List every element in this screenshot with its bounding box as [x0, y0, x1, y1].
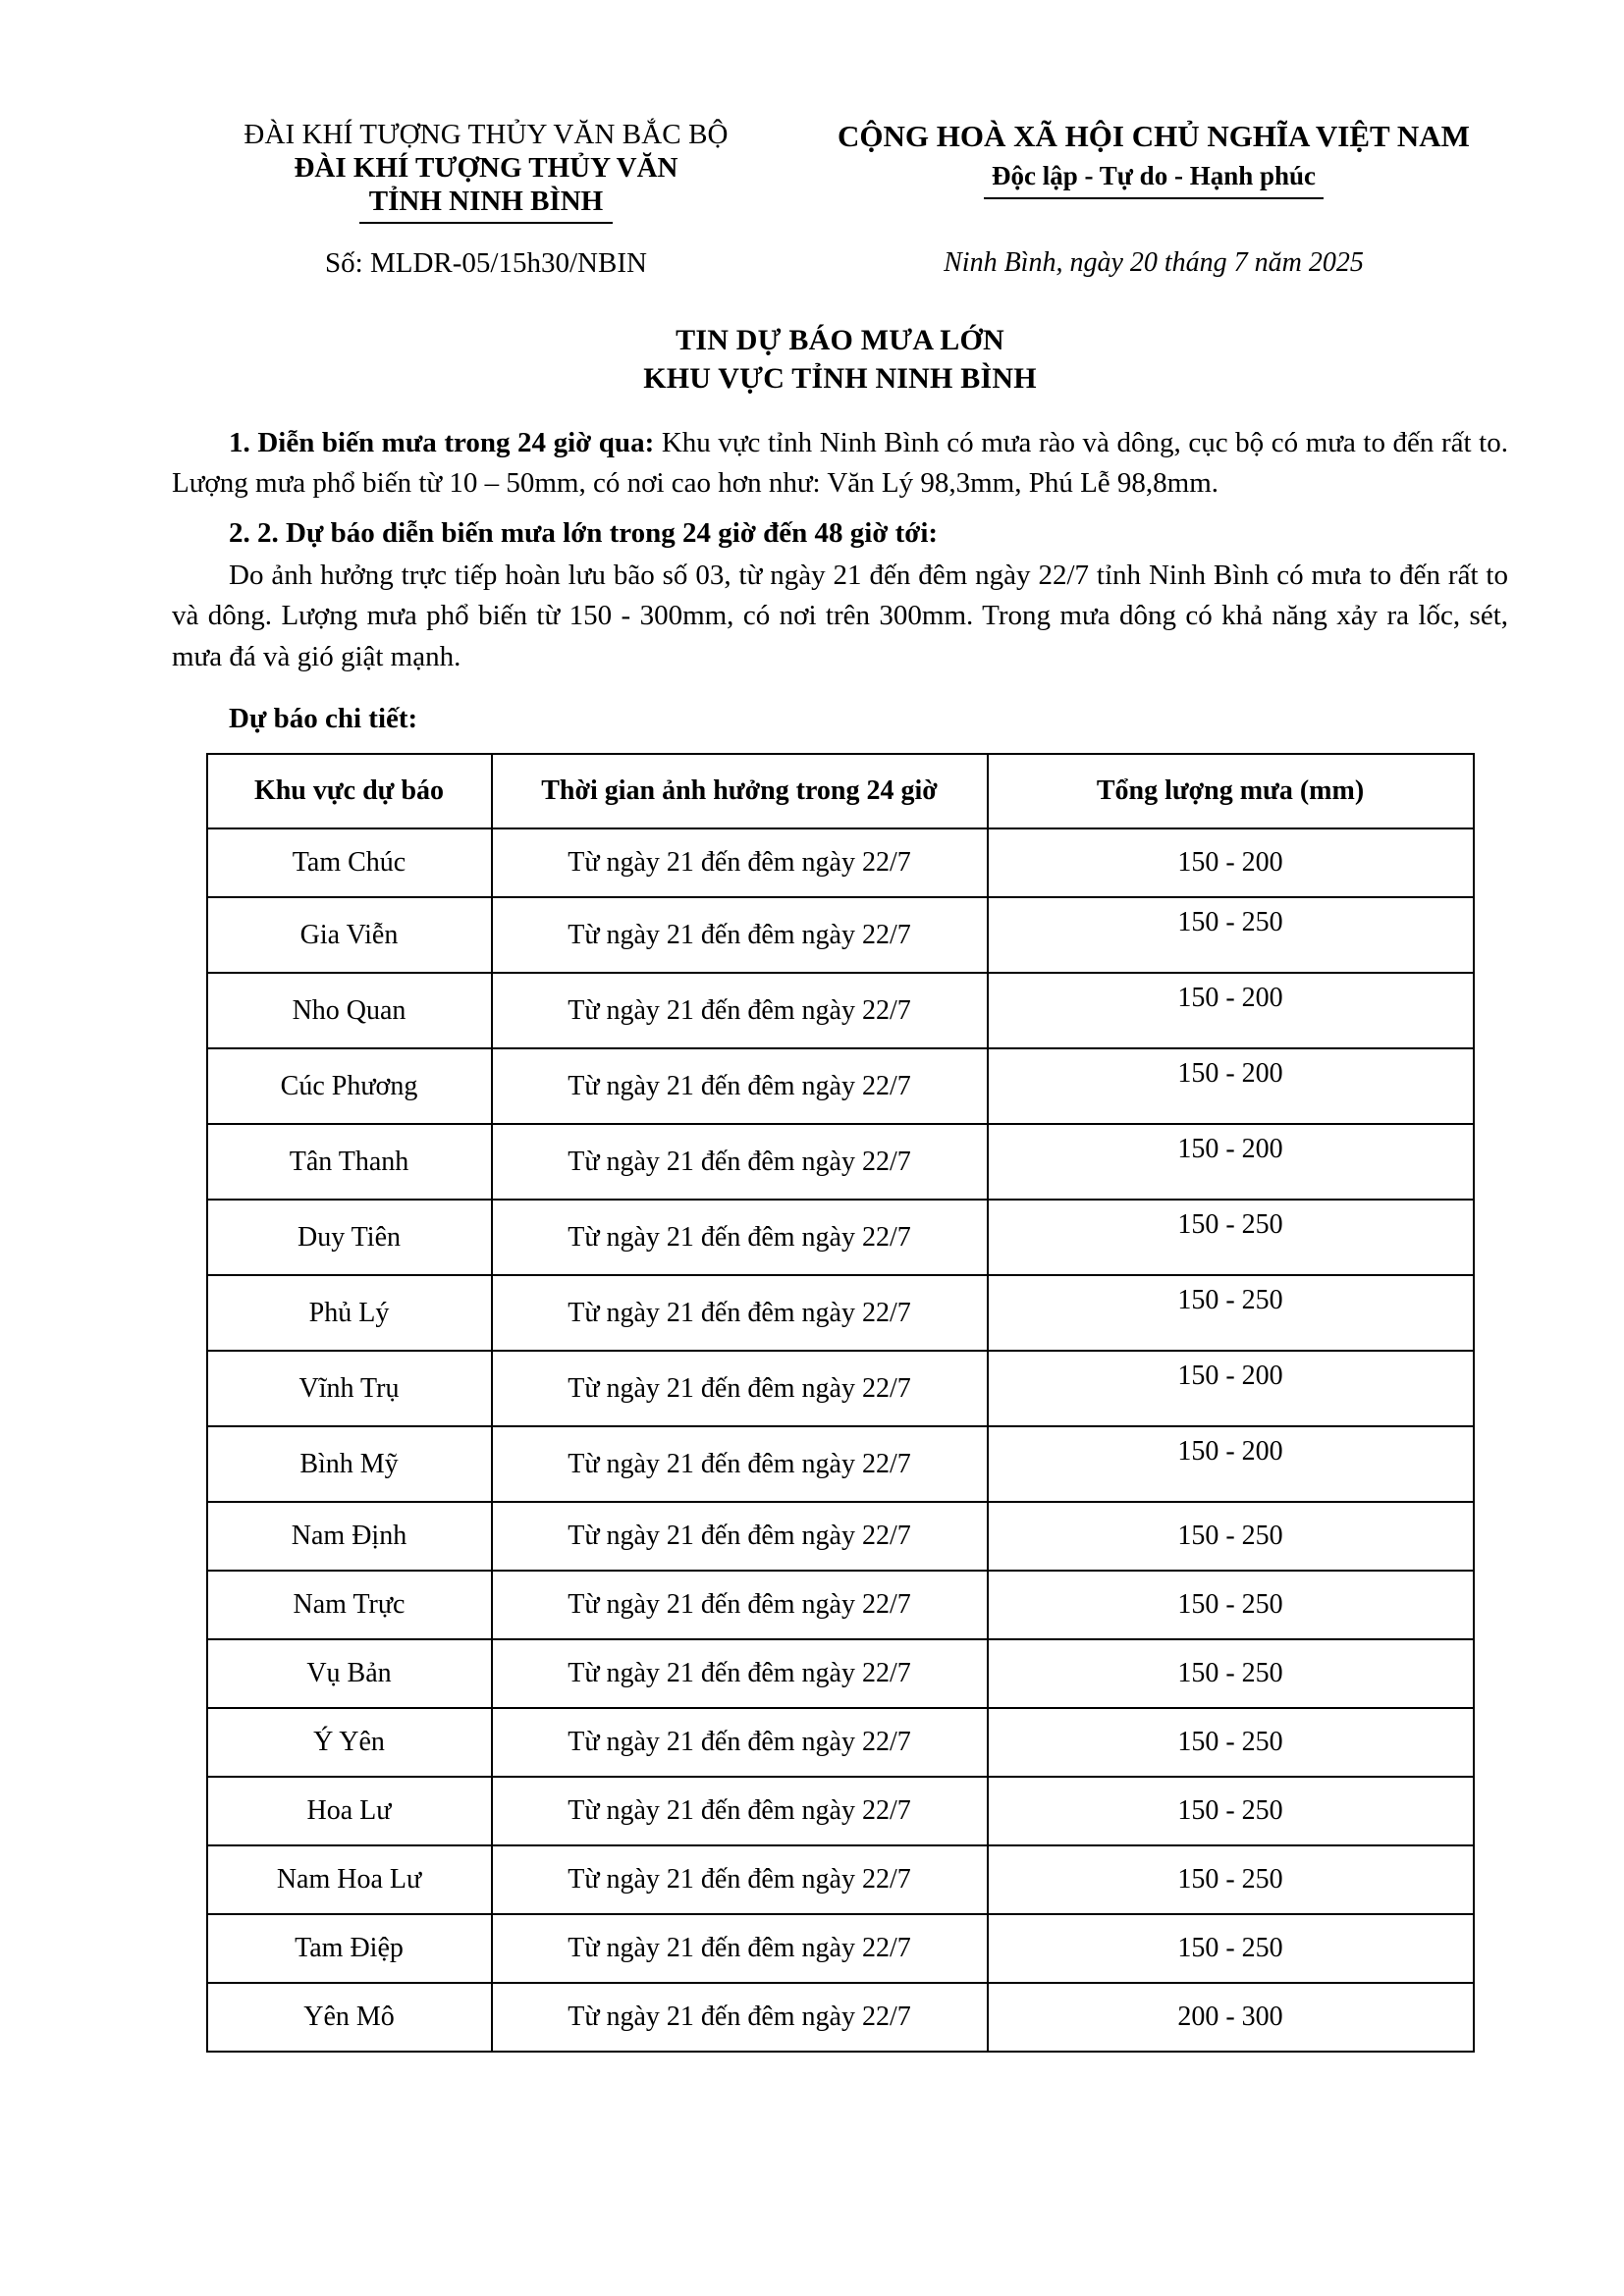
cell-area: Yên Mô — [207, 1983, 492, 2052]
table-row — [207, 1845, 1474, 1914]
cell-area: Vụ Bản — [207, 1639, 492, 1708]
cell-area: Nam Định — [207, 1502, 492, 1571]
cell-time: Từ ngày 21 đến đêm ngày 22/7 — [492, 1639, 988, 1708]
cell-time: Từ ngày 21 đến đêm ngày 22/7 — [492, 1048, 988, 1124]
cell-area: Nam Hoa Lư — [207, 1845, 492, 1914]
section-1-paragraph — [172, 423, 1508, 504]
issuing-organization-block — [172, 118, 800, 224]
national-motto: Độc lập - Tự do - Hạnh phúc — [984, 160, 1324, 199]
cell-amount: 150 - 250 — [988, 1845, 1474, 1914]
column-header-time: Thời gian ảnh hưởng trong 24 giờ — [492, 754, 988, 828]
cell-amount: 150 - 200 — [988, 1426, 1474, 1502]
cell-amount: 150 - 250 — [988, 1639, 1474, 1708]
cell-time: Từ ngày 21 đến đêm ngày 22/7 — [492, 1708, 988, 1777]
table-row — [207, 1708, 1474, 1777]
page-title — [172, 321, 1508, 398]
cell-amount: 150 - 200 — [988, 1351, 1474, 1426]
organization-name: ĐÀI KHÍ TƯỢNG THỦY VĂN — [294, 152, 678, 185]
cell-amount: 150 - 250 — [988, 1275, 1474, 1351]
cell-area: Nam Trực — [207, 1571, 492, 1639]
cell-time: Từ ngày 21 đến đêm ngày 22/7 — [492, 1777, 988, 1845]
table-row — [207, 1048, 1474, 1124]
cell-amount: 150 - 250 — [988, 1571, 1474, 1639]
cell-area: Nho Quan — [207, 973, 492, 1048]
cell-amount: 150 - 200 — [988, 973, 1474, 1048]
cell-time: Từ ngày 21 đến đêm ngày 22/7 — [492, 1983, 988, 2052]
organization-parent-name: ĐÀI KHÍ TƯỢNG THỦY VĂN BẮC BỘ — [244, 119, 729, 150]
cell-time: Từ ngày 21 đến đêm ngày 22/7 — [492, 1124, 988, 1200]
table-row — [207, 1124, 1474, 1200]
cell-amount: 150 - 200 — [988, 1048, 1474, 1124]
place-and-date: Ninh Bình, ngày 20 tháng 7 năm 2025 — [944, 246, 1364, 278]
cell-amount: 150 - 200 — [988, 1124, 1474, 1200]
cell-area: Ý Yên — [207, 1708, 492, 1777]
cell-area: Bình Mỹ — [207, 1426, 492, 1502]
cell-time: Từ ngày 21 đến đêm ngày 22/7 — [492, 1275, 988, 1351]
organization-province: TỈNH NINH BÌNH — [359, 185, 614, 223]
cell-amount: 150 - 250 — [988, 897, 1474, 973]
table-row — [207, 1571, 1474, 1639]
section-2-paragraph: Do ảnh hưởng trực tiếp hoàn lưu bão số 03, từ ngày 21 đến đêm ngày 22/7 tỉnh Ninh Bình có mưa to đến rất to và dông. Lượng mưa phổ biến từ 150 - 300mm, có nơi trên 300mm. Trong mưa dông có khả năng xảy ra lốc, sét, mưa đá và gió giật mạnh. — [172, 560, 1508, 672]
table-row — [207, 897, 1474, 973]
table-row — [207, 1914, 1474, 1983]
column-header-amount: Tổng lượng mưa (mm) — [988, 754, 1474, 828]
letterhead — [172, 118, 1508, 224]
document-number: Số: MLDR-05/15h30/NBIN — [325, 246, 647, 279]
table-body — [207, 828, 1474, 2052]
section-1-label: 1. Diễn biến mưa trong 24 giờ qua: — [229, 426, 655, 458]
cell-amount: 150 - 250 — [988, 1914, 1474, 1983]
cell-area: Duy Tiên — [207, 1200, 492, 1275]
page-title-line2: KHU VỰC TỈNH NINH BÌNH — [643, 361, 1037, 395]
table-row — [207, 1777, 1474, 1845]
table-row — [207, 1983, 1474, 2052]
document-subheader — [172, 247, 1508, 280]
cell-time: Từ ngày 21 đến đêm ngày 22/7 — [492, 1426, 988, 1502]
cell-amount: 150 - 250 — [988, 1708, 1474, 1777]
cell-area: Vĩnh Trụ — [207, 1351, 492, 1426]
cell-area: Gia Viễn — [207, 897, 492, 973]
national-title: CỘNG HOÀ XÃ HỘI CHỦ NGHĨA VIỆT NAM — [838, 119, 1470, 153]
cell-area: Tân Thanh — [207, 1124, 492, 1200]
cell-area: Hoa Lư — [207, 1777, 492, 1845]
cell-amount: 150 - 250 — [988, 1200, 1474, 1275]
national-heading-block — [810, 118, 1497, 199]
cell-time: Từ ngày 21 đến đêm ngày 22/7 — [492, 828, 988, 897]
cell-amount: 200 - 300 — [988, 1983, 1474, 2052]
section-1-text: Khu vực tỉnh Ninh Bình có mưa rào và dông, cục bộ có mưa to đến rất to. Lượng mưa phổ biến từ 10 – 50mm, có nơi cao hơn như: Văn Lý 98,3mm, Phú Lễ 98,8mm. — [172, 426, 1508, 499]
cell-time: Từ ngày 21 đến đêm ngày 22/7 — [492, 1845, 988, 1914]
table-row — [207, 828, 1474, 897]
page-title-line1: TIN DỰ BÁO MƯA LỚN — [676, 323, 1004, 356]
cell-area: Phủ Lý — [207, 1275, 492, 1351]
cell-time: Từ ngày 21 đến đêm ngày 22/7 — [492, 1571, 988, 1639]
cell-area: Tam Điệp — [207, 1914, 492, 1983]
cell-time: Từ ngày 21 đến đêm ngày 22/7 — [492, 1200, 988, 1275]
cell-time: Từ ngày 21 đến đêm ngày 22/7 — [492, 1351, 988, 1426]
table-row — [207, 1502, 1474, 1571]
table-row — [207, 973, 1474, 1048]
cell-amount: 150 - 250 — [988, 1502, 1474, 1571]
table-row — [207, 1275, 1474, 1351]
cell-area: Cúc Phương — [207, 1048, 492, 1124]
rainfall-forecast-table — [206, 753, 1475, 2053]
cell-time: Từ ngày 21 đến đêm ngày 22/7 — [492, 1502, 988, 1571]
column-header-area: Khu vực dự báo — [207, 754, 492, 828]
cell-time: Từ ngày 21 đến đêm ngày 22/7 — [492, 897, 988, 973]
table-row — [207, 1426, 1474, 1502]
cell-time: Từ ngày 21 đến đêm ngày 22/7 — [492, 1914, 988, 1983]
table-caption: Dự báo chi tiết: — [229, 702, 418, 734]
table-row — [207, 1351, 1474, 1426]
table-row — [207, 1639, 1474, 1708]
table-row — [207, 1200, 1474, 1275]
section-2-label: 2. 2. Dự báo diễn biến mưa lớn trong 24 giờ đến 48 giờ tới: — [229, 517, 939, 549]
cell-amount: 150 - 200 — [988, 828, 1474, 897]
cell-area: Tam Chúc — [207, 828, 492, 897]
cell-time: Từ ngày 21 đến đêm ngày 22/7 — [492, 973, 988, 1048]
table-header-row — [207, 754, 1474, 828]
cell-amount: 150 - 250 — [988, 1777, 1474, 1845]
document-body — [172, 423, 1508, 739]
